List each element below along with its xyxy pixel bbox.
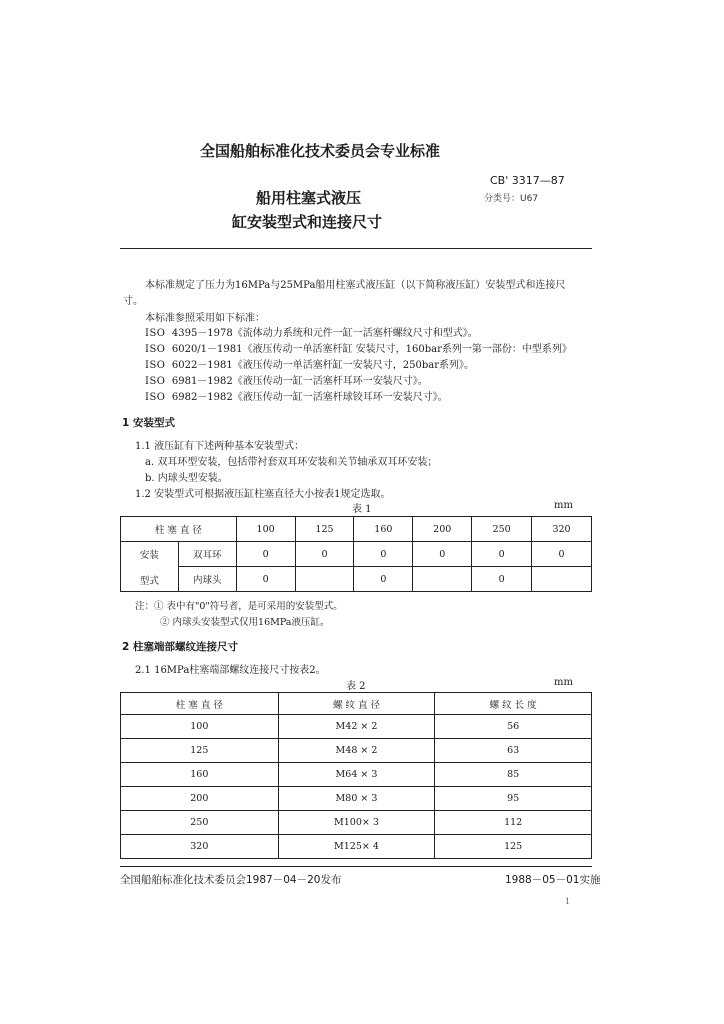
header-divider (120, 248, 592, 249)
table-1-row-inner-ball (121, 567, 592, 592)
table-1-group-label-line2: 型式 (139, 575, 159, 587)
footer-divider (120, 866, 592, 867)
table-row (121, 715, 592, 739)
table-1-header-label: 柱 塞 直 径 (121, 517, 237, 542)
table-row (121, 835, 592, 859)
classification-code: 分类号：U67 (484, 194, 539, 204)
table-1-row-label: 内球头 (178, 567, 236, 592)
table-1-header-row (121, 517, 592, 542)
section-2-heading: 2 柱塞端部螺纹连接尺寸 (122, 641, 238, 653)
table-2-column-header: 螺 纹 直 径 (278, 693, 435, 715)
intro-paragraph-line2: 寸。 (123, 296, 143, 307)
table-row (121, 811, 592, 835)
table-2-caption: 表 2 (346, 681, 366, 692)
table-cell: 250 (121, 811, 279, 835)
clause-2-1: 2.1 16MPa柱塞端部螺纹连接尺寸按表2。 (135, 665, 326, 676)
document-title-line1: 船用柱塞式液压 (256, 189, 362, 207)
table-1-caption: 表 1 (352, 504, 372, 515)
clause-1-1: 1.1 液压缸有下述两种基本安装型式： (135, 441, 305, 452)
table-1-row-double-ear (121, 542, 592, 567)
table-2 (120, 692, 592, 859)
section-1-heading: 1 安装型式 (122, 417, 175, 429)
table-cell: M100× 3 (278, 811, 435, 835)
table-1-mark: 0 (236, 567, 295, 592)
table-1-note-2: ② 内球头安装型式仅用16MPa液压缸。 (160, 617, 330, 628)
document-title-line2: 缸安装型式和连接尺寸 (232, 213, 383, 231)
table-cell: 56 (435, 715, 592, 739)
page-number: 1 (565, 897, 571, 906)
table-2-column-header: 螺 纹 长 度 (435, 693, 592, 715)
table-cell: M64 × 3 (278, 763, 435, 787)
reference-item: ISO 6981－1982《液压传动一缸一活塞杆耳环一安装尺寸》。 (145, 376, 428, 387)
table-cell: M42 × 2 (278, 715, 435, 739)
table-cell: 160 (121, 763, 279, 787)
reference-item: ISO 6022－1981《液压传动一单活塞杆缸一安装尺寸，250bar系列》。 (145, 360, 474, 371)
table-1-mark: 0 (354, 542, 413, 567)
table-row (121, 763, 592, 787)
table-cell: 112 (435, 811, 592, 835)
reference-item: ISO 6020/1－1981《液压传动一单活塞杆缸 安装尺寸，160bar系列一第一部份：中型系列》 (145, 344, 572, 355)
table-cell: 85 (435, 763, 592, 787)
intro-paragraph-line1: 本标准规定了压力为16MPa与25MPa船用柱塞式液压缸（以下简称液压缸）安装型式和连接尺 (145, 280, 566, 291)
table-1-note-1: 注：① 表中有"0"符号者，是可采用的安装型式。 (135, 601, 343, 612)
table-cell: M48 × 2 (278, 739, 435, 763)
table-1-mark: 0 (354, 567, 413, 592)
issuing-organization: 全国船舶标准化技术委员会专业标准 (200, 142, 441, 160)
table-cell: 63 (435, 739, 592, 763)
table-cell: M80 × 3 (278, 787, 435, 811)
table-1-mark (295, 567, 354, 592)
table-cell: 95 (435, 787, 592, 811)
standard-code: CB' 3317—87 (490, 174, 565, 187)
table-1-diameter: 160 (354, 517, 413, 542)
table-1-diameter: 100 (236, 517, 295, 542)
references-intro: 本标准参照采用如下标准： (145, 313, 265, 324)
table-1-diameter: 250 (472, 517, 532, 542)
table-1-diameter: 320 (532, 517, 592, 542)
table-row (121, 739, 592, 763)
table-cell: 200 (121, 787, 279, 811)
table-2-header-row (121, 693, 592, 715)
table-1-mark: 0 (472, 542, 532, 567)
table-1 (120, 516, 592, 592)
table-cell: M125× 4 (278, 835, 435, 859)
table-cell: 100 (121, 715, 279, 739)
table-1-diameter: 125 (295, 517, 354, 542)
table-cell: 320 (121, 835, 279, 859)
table-1-unit: mm (554, 500, 573, 511)
reference-item: ISO 6982－1982《液压传动一缸一活塞杆球铰耳环一安装尺寸》。 (145, 392, 448, 403)
table-1-mark: 0 (472, 567, 532, 592)
table-cell: 125 (121, 739, 279, 763)
table-1-diameter: 200 (413, 517, 472, 542)
table-2-unit: mm (554, 677, 573, 688)
table-2-column-header: 柱 塞 直 径 (121, 693, 279, 715)
table-1-mark (413, 567, 472, 592)
table-1-mark (532, 567, 592, 592)
table-1-mark: 0 (295, 542, 354, 567)
reference-item: ISO 4395－1978《流体动力系统和元件一缸一活塞杆螺纹尺寸和型式》。 (145, 328, 478, 339)
table-1-group-label-line1: 安装 (139, 549, 159, 561)
table-1-row-label: 双耳环 (178, 542, 236, 567)
table-row (121, 787, 592, 811)
table-1-group-label (121, 542, 179, 592)
table-1-mark: 0 (413, 542, 472, 567)
clause-1-1-a: a. 双耳环型安装，包括带衬套双耳环安装和关节轴承双耳环安装； (145, 457, 438, 468)
clause-1-1-b: b. 内球头型安装。 (145, 473, 228, 484)
clause-1-2: 1.2 安装型式可根据液压缸柱塞直径大小按表1规定选取。 (135, 489, 391, 500)
table-1-mark: 0 (532, 542, 592, 567)
implementation-date: 1988－05－01实施 (505, 874, 601, 886)
table-1-mark: 0 (236, 542, 295, 567)
table-cell: 125 (435, 835, 592, 859)
release-date: 全国船舶标准化技术委员会1987－04－20发布 (120, 874, 342, 886)
